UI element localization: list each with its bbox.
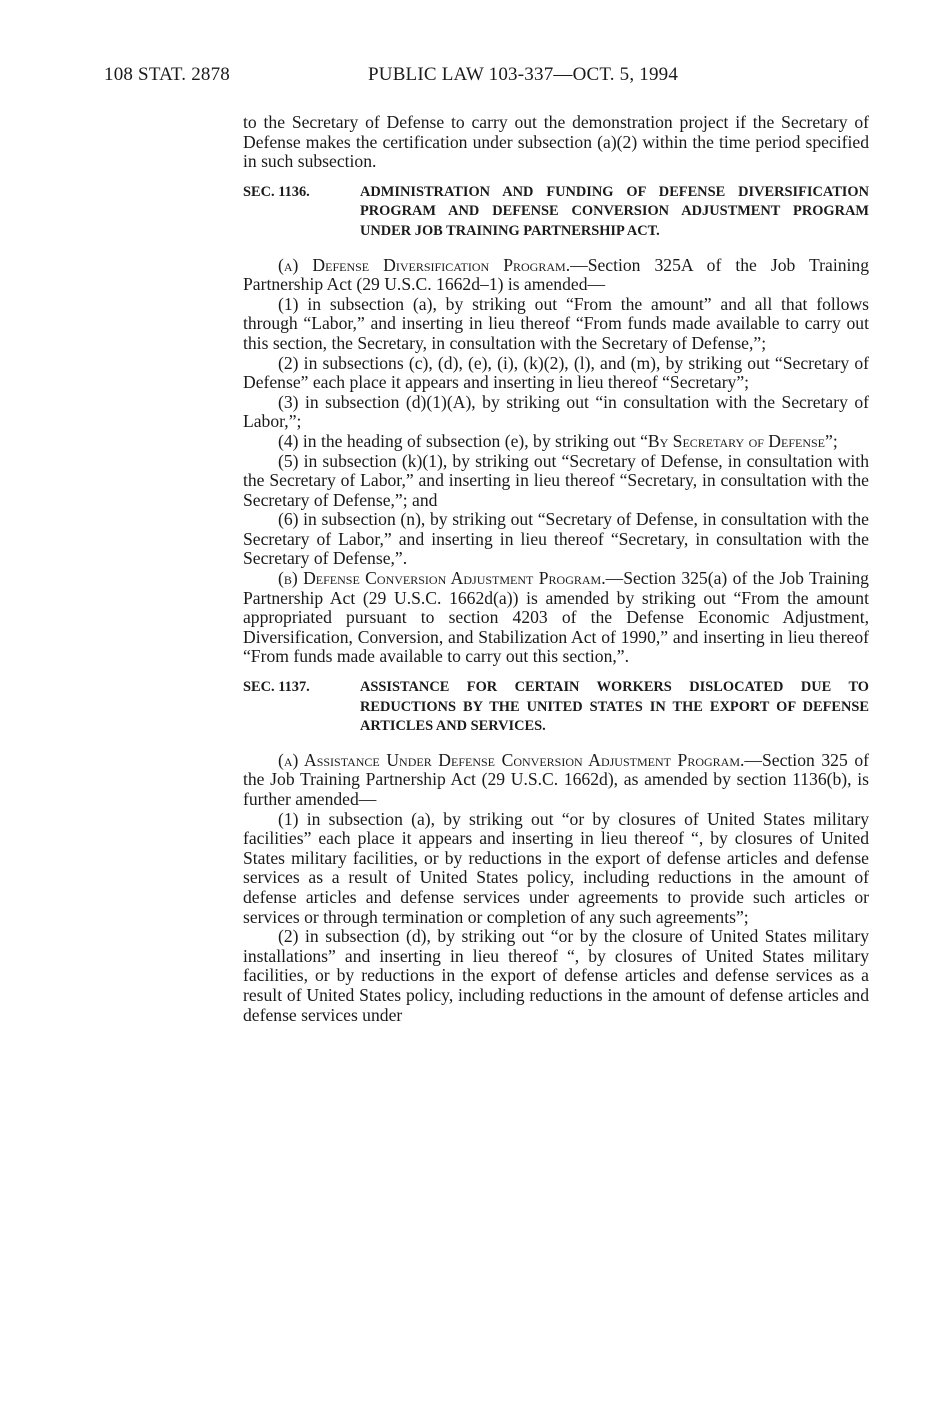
list-item: (2) in subsection (d), by striking out “or by the closure of United States military installations” and inserting in lieu thereof “, by closures of United States military facilities, or by reductions in the export of defense articles and defense services as a result of United States policy, including reductions in the amount of defense articles and defense services under xyxy=(243,926,869,1025)
list-item: (5) in subsection (k)(1), by striking out “Secretary of Defense, in consultation with the Secretary of Labor,” and inserting in lieu thereof “Secretary, in consultation with the Secretary of Defense,”; and xyxy=(243,450,869,510)
section-number: SEC. 1136. xyxy=(243,183,310,200)
section-1136-heading xyxy=(243,183,869,242)
list-item: (1) in subsection (a), by striking out “or by closures of United States military facilities” each place it appears and inserting in lieu thereof “, by closures of United States military facilities, or by reductions in the export of defense articles and defense services as a result of United States policy, including reductions in the amount of defense articles and defense services under agreements to provide such articles or services or through termination or completion of any such agreements”; xyxy=(243,808,869,927)
list-item: (6) in subsection (n), by striking out “Secretary of Defense, in consultation with the Secretary of Labor,” and inserting in lieu thereof “Secretary, in consultation with the Secretary of Defense,”. xyxy=(243,509,869,569)
section-number: SEC. 1137. xyxy=(243,679,310,696)
item-text: (4) in the heading of subsection (e), by striking out “ xyxy=(278,430,648,451)
running-header xyxy=(104,64,804,88)
subsection-heading: (a) Defense Diversification Program. xyxy=(278,254,571,275)
subsection-text: —Section 325(a) of the Job Training Partnership Act (29 U.S.C. 1662d(a)) is amended by striking out “From the amount appropriated pursuant to section 4203 of the Defense Economic Adjustment, Diversification, Conversion, and Stabilization Act of 1990,” and inserting in lieu thereof “From funds made available to carry out this section,”. xyxy=(243,568,869,667)
subsection-a-paragraph xyxy=(243,256,869,295)
page-citation: 108 STAT. 2878 xyxy=(104,64,231,85)
list-item xyxy=(243,432,869,452)
law-title: PUBLIC LAW 103-337—OCT. 5, 1994 xyxy=(368,64,679,85)
section-1137-heading xyxy=(243,678,869,737)
intro-paragraph: to the Secretary of Defense to carry out the demonstration project if the Secretary of Defense makes the certification under subsection (a)(2) within the time period specified in such subsection. xyxy=(243,112,869,172)
item-text: ”; xyxy=(825,430,838,451)
document-body xyxy=(243,113,869,1025)
section-title: ADMINISTRATION AND FUNDING OF DEFENSE DIVERSIFICATION PROGRAM AND DEFENSE CONVERSION ADJUSTMENT PROGRAM UNDER JOB TRAINING PARTNERSHIP ACT. xyxy=(360,183,869,239)
subsection-heading: (b) Defense Conversion Adjustment Program. xyxy=(278,568,606,589)
subsection-text: —Section 325 of the Job Training Partnership Act (29 U.S.C. 1662d), as amended by section 1136(b), is further amended— xyxy=(243,749,869,809)
list-item: (3) in subsection (d)(1)(A), by striking out “in consultation with the Secretary of Labor,”; xyxy=(243,391,869,432)
list-item: (2) in subsections (c), (d), (e), (i), (k)(2), (l), and (m), by striking out “Secretary of Defense” each place it appears and inserting in lieu thereof “Secretary”; xyxy=(243,352,869,393)
list-item: (1) in subsection (a), by striking out “From the amount” and all that follows through “Labor,” and inserting in lieu thereof “From funds made available to carry out this section, the Secretary, in consultation with the Secretary of Defense,”; xyxy=(243,293,869,353)
item-smallcaps: By Secretary of Defense xyxy=(647,430,826,451)
subsection-b-paragraph xyxy=(243,569,869,667)
subsection-heading: (a) Assistance Under Defense Conversion Adjustment Program. xyxy=(278,749,745,770)
section-title: ASSISTANCE FOR CERTAIN WORKERS DISLOCATED DUE TO REDUCTIONS BY THE UNITED STATES IN THE EXPORT OF DEFENSE ARTICLES AND SERVICES. xyxy=(360,679,869,735)
subsection-a-paragraph xyxy=(243,751,869,810)
subsection-text: —Section 325A of the Job Training Partnership Act (29 U.S.C. 1662d–1) is amended— xyxy=(243,254,869,295)
